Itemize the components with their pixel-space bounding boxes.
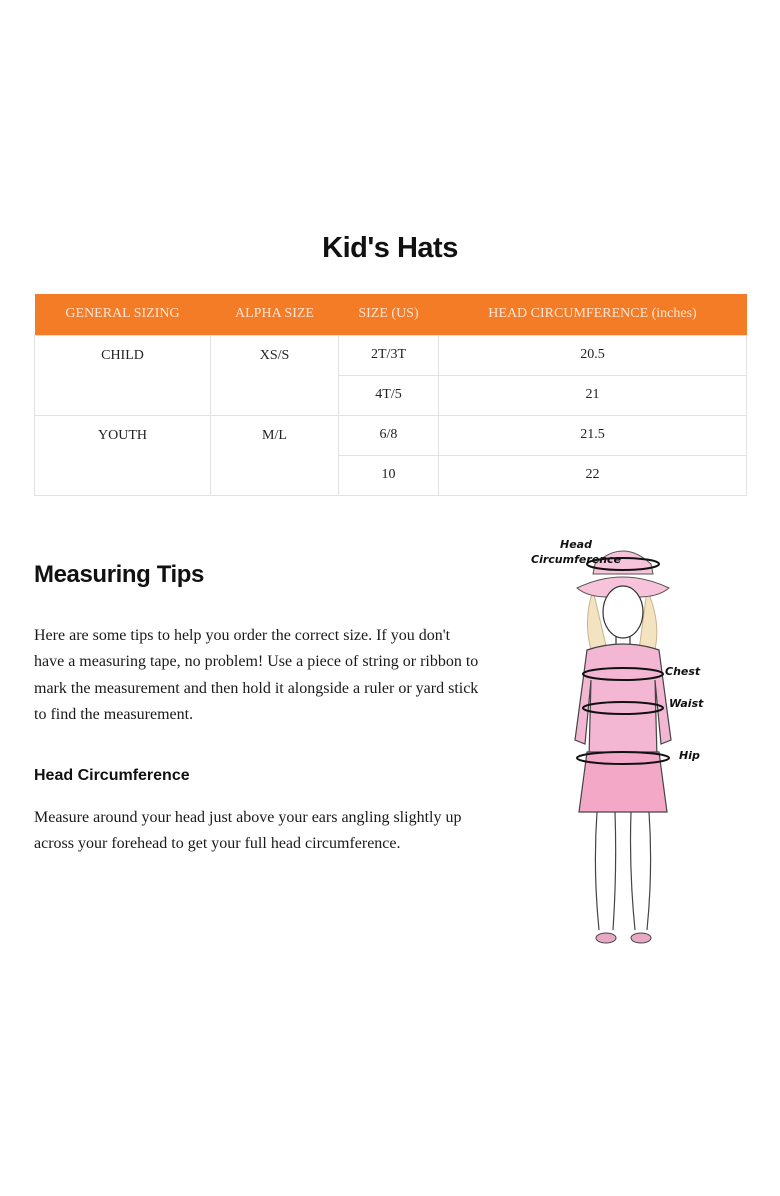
head-circumference-text: Measure around your head just above your ears angling slightly up across your forehead to get your full head circumference. xyxy=(34,809,462,853)
cell-general-sizing: YOUTH xyxy=(35,415,211,495)
cell-size-us: 10 xyxy=(339,455,439,495)
cell-general-sizing: CHILD xyxy=(35,335,211,415)
head-circumference-heading: Head Circumference xyxy=(34,767,190,784)
table-header-row xyxy=(35,294,747,335)
page-title: Kid's Hats xyxy=(322,232,458,264)
measurement-illustration xyxy=(495,530,745,960)
face xyxy=(603,586,643,638)
label-head-line-1: Head xyxy=(560,538,592,551)
cell-head-circumference: 21.5 xyxy=(439,415,747,455)
cell-head-circumference: 21 xyxy=(439,375,747,415)
shoe-left xyxy=(596,933,616,943)
label-hip: Hip xyxy=(679,749,700,762)
measuring-tips-heading: Measuring Tips xyxy=(34,561,204,588)
table-row xyxy=(35,335,747,375)
legs xyxy=(595,812,650,930)
shoe-right xyxy=(631,933,651,943)
label-chest: Chest xyxy=(665,665,701,678)
label-waist: Waist xyxy=(669,697,704,710)
size-chart-table xyxy=(34,294,747,496)
cell-size-us: 4T/5 xyxy=(339,375,439,415)
cell-head-circumference: 20.5 xyxy=(439,335,747,375)
table-row xyxy=(35,415,747,455)
header-head-circumference: HEAD CIRCUMFERENCE (inches) xyxy=(439,294,747,335)
cell-size-us: 6/8 xyxy=(339,415,439,455)
cell-alpha-size: M/L xyxy=(211,415,339,495)
header-alpha-size: ALPHA SIZE xyxy=(211,294,339,335)
cell-size-us: 2T/3T xyxy=(339,335,439,375)
header-size-us: SIZE (US) xyxy=(339,294,439,335)
skirt xyxy=(579,752,667,812)
girl-figure-drawing xyxy=(495,530,745,960)
label-head-line-2: Circumference xyxy=(531,553,622,566)
measuring-tips-text: Here are some tips to help you order the correct size. If you don't have a measuring tape, no problem! Use a piece of string or ribbon to mark the measurement and then hold it alongside a ruler or yard stick to find the measurement. xyxy=(34,627,479,723)
label-head-circumference xyxy=(531,537,621,567)
cell-alpha-size: XS/S xyxy=(211,335,339,415)
header-general-sizing: GENERAL SIZING xyxy=(35,294,211,335)
cell-head-circumference: 22 xyxy=(439,455,747,495)
